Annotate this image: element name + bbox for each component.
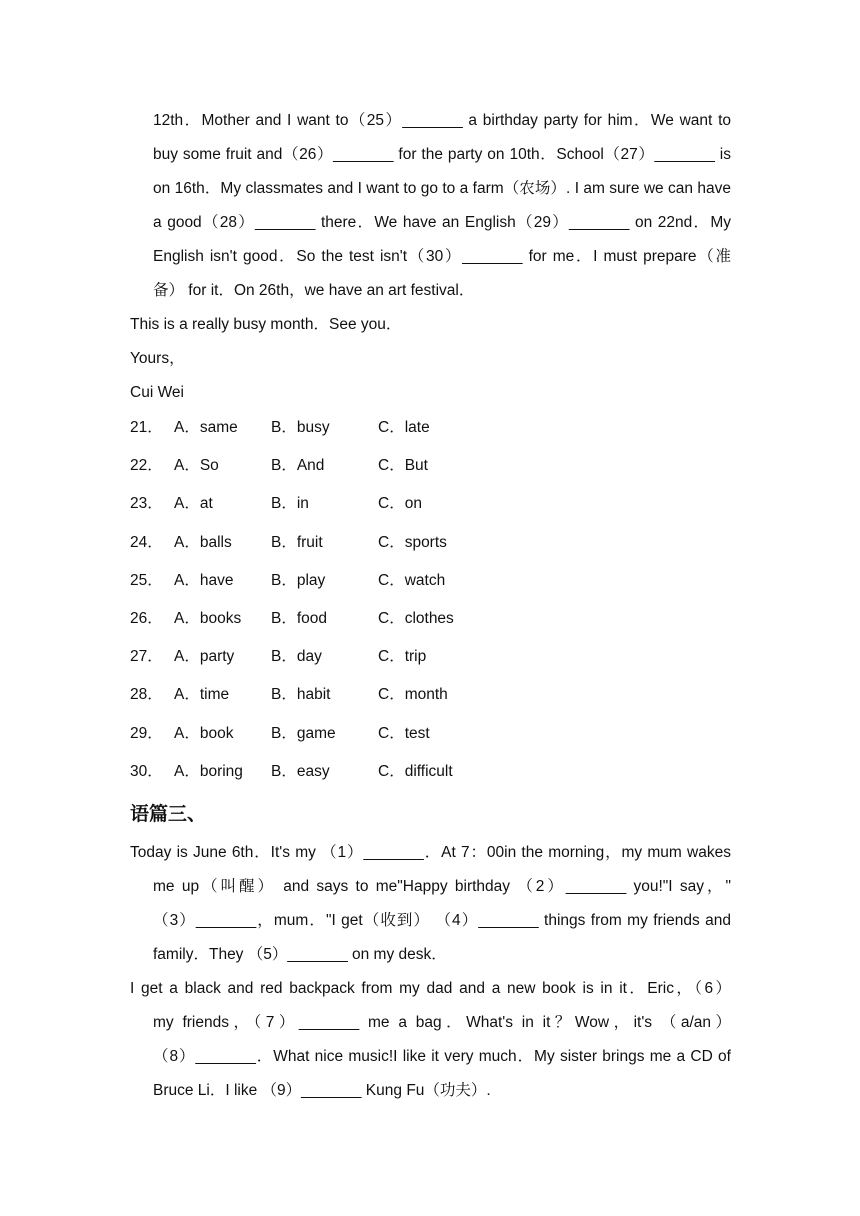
option-a: A．at [174,495,213,513]
passage-line: Today is June 6th．It's my （1）_______．At 7：00in the morning，my mum wakes [130,844,731,861]
option-a: A．time [174,686,230,704]
question-row [130,676,530,714]
option-a: A．balls [174,533,232,551]
option-b: B．in [271,495,309,513]
answer-options [130,409,530,791]
passage-line: English isn't good．So the test isn't（30）_______ for me．I must prepare（准 [153,248,731,265]
option-a: A．party [174,648,235,666]
passage-line: family．They （5）_______ on my desk． [153,946,447,963]
option-c: C．trip [378,648,427,666]
option-b: B．habit [271,686,331,704]
passage-line: on 16th．My classmates and I want to go to a farm（农场）. I am sure we can have [153,180,731,197]
option-c: C．difficult [378,762,453,780]
option-a: A．boring [174,762,243,780]
passage-line: （3）_______，mum．"I get（收到） （4）_______ things from my friends and [153,912,731,929]
question-number: 26． [130,609,163,627]
passage-line: Bruce Li．I like （9）_______ Kung Fu（功夫）. [153,1082,491,1099]
question-number: 25． [130,571,163,589]
option-b: B．fruit [271,533,323,551]
option-b: B．game [271,724,336,742]
question-number: 30． [130,762,163,780]
question-number: 21． [130,419,163,436]
question-row [130,638,530,676]
option-b: B．And [271,457,325,475]
option-c: C．But [378,457,428,475]
option-a: A．book [174,724,234,742]
passage-line: （8）_______．What nice music!I like it very much．My sister brings me a CD of [153,1048,731,1065]
option-c: C．on [378,495,422,513]
question-number: 28． [130,686,163,704]
question-row [130,447,530,485]
option-c: C．month [378,686,448,704]
option-b: B．day [271,648,322,666]
option-c: C．watch [378,571,446,589]
passage-line: a good（28）_______ there．We have an English（29）_______ on 22nd．My [153,214,731,231]
passage-line: 备） for it．On 26th，we have an art festival． [153,282,475,299]
passage-line: me up（叫醒） and says to me"Happy birthday （2）_______ you!"I say，" [153,878,731,895]
question-row [130,524,530,562]
option-c: C．test [378,724,430,742]
option-c: C．late [378,419,430,436]
question-row [130,715,530,753]
option-a: A．have [174,571,234,589]
passage-three [130,836,731,1108]
option-b: B．play [271,571,326,589]
question-number: 24． [130,533,163,551]
question-row [130,562,530,600]
question-number: 27． [130,648,163,666]
option-b: B．food [271,609,328,627]
passage-line: buy some fruit and（26）_______ for the party on 10th．School（27）_______ is [153,146,731,163]
letter-closing: This is a really busy month．See you． [130,316,402,333]
option-a: A．So [174,457,219,475]
question-number: 29． [130,724,163,742]
letter-sign-off: Yours， [130,350,185,367]
option-c: C．sports [378,533,447,551]
passage-line: 12th．Mother and I want to（25）_______ a birthday party for him．We want to [153,112,731,129]
question-row [130,409,530,447]
section-heading: 语篇三、 [130,803,207,825]
passage-line: my friends，（7）_______ me a bag．What's in it？Wow，it's （a/an） [153,1014,731,1031]
question-row [130,753,530,791]
option-c: C．clothes [378,609,454,627]
letter-signature: Cui Wei [130,384,184,401]
question-number: 22． [130,457,163,475]
option-b: B．easy [271,762,330,780]
option-b: B．busy [271,419,330,436]
passage-two [130,104,731,410]
option-a: A．books [174,609,242,627]
passage-line: I get a black and red backpack from my dad and a new book is in it．Eric，（6） [130,980,731,997]
question-number: 23． [130,495,163,513]
question-row [130,485,530,523]
question-row [130,600,530,638]
option-a: A．same [174,419,238,436]
